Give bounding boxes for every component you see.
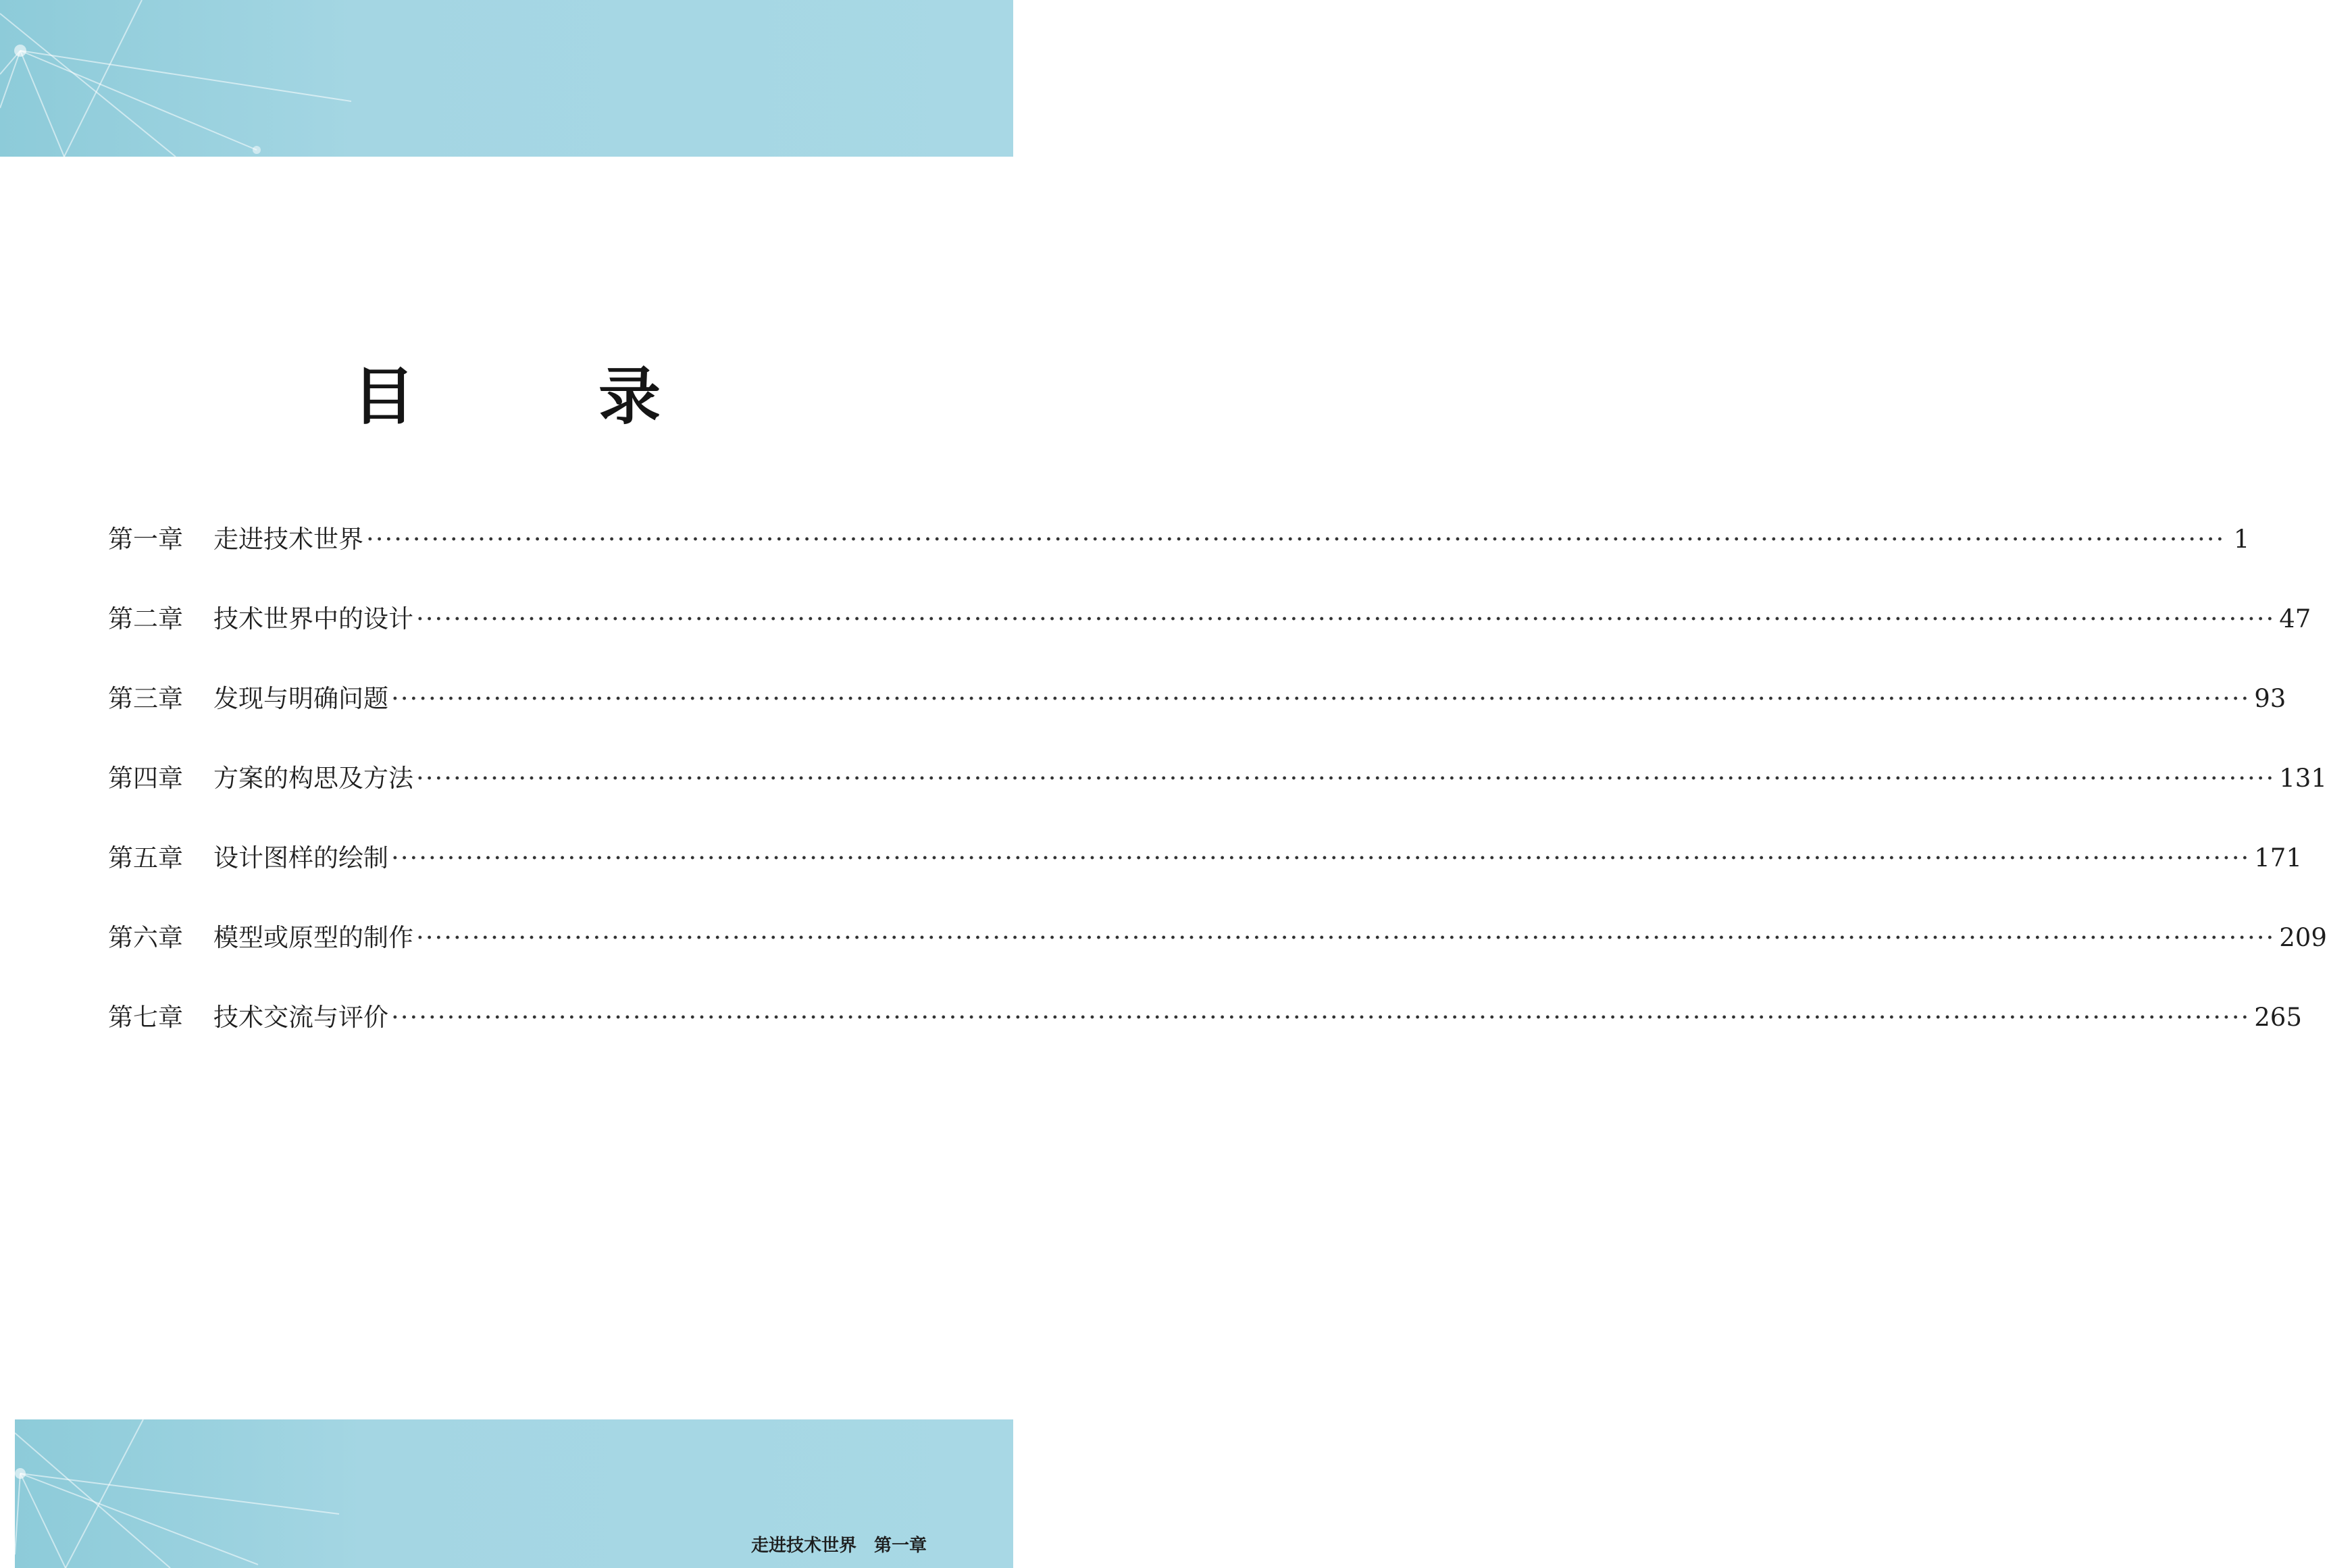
page-number: 93 [2254, 684, 2286, 713]
chapter-title: 发现与明确问题 [213, 684, 388, 713]
header-decorative-band [0, 0, 1013, 157]
toc-entry[interactable] [108, 515, 2250, 594]
chapter-title: 方案的构思及方法 [213, 764, 413, 793]
dot-leader: ········································································································································································································ [391, 843, 2251, 872]
toc-entry[interactable] [108, 674, 2286, 754]
chapter-number: 第五章 [108, 843, 183, 872]
page-number: 171 [2254, 843, 2302, 872]
dot-leader: ········································································································································································································ [416, 604, 2276, 633]
page-number: 1 [2233, 525, 2250, 554]
page-number: 265 [2254, 1003, 2302, 1032]
toc-entry[interactable] [108, 993, 2302, 1072]
chapter-number: 第四章 [108, 764, 183, 793]
chapter-number: 第三章 [108, 684, 183, 713]
chapter-title: 技术交流与评价 [213, 1003, 388, 1032]
chapter-title: 模型或原型的制作 [213, 923, 413, 952]
dot-leader: ········································································································································································································ [416, 764, 2276, 793]
dot-leader: ········································································································································································································ [366, 525, 2226, 554]
chapter-title: 技术世界中的设计 [213, 604, 413, 633]
running-head-book-title: 走进技术世界 [750, 1536, 856, 1556]
chapter-number: 第七章 [108, 1003, 183, 1032]
dot-leader: ········································································································································································································ [391, 1003, 2251, 1032]
network-lines-graphic [0, 0, 1013, 157]
page-title: 目 录 [352, 359, 742, 433]
chapter-number: 第二章 [108, 604, 183, 633]
table-of-contents [108, 515, 2327, 1072]
toc-entry[interactable] [108, 594, 2311, 674]
page-number: 209 [2279, 923, 2327, 952]
chapter-number: 第六章 [108, 923, 183, 952]
toc-entry[interactable] [108, 913, 2327, 993]
page-number: 131 [2279, 764, 2327, 793]
chapter-title: 设计图样的绘制 [213, 843, 388, 872]
dot-leader: ········································································································································································································ [416, 923, 2276, 952]
page-number: 47 [2279, 604, 2311, 633]
running-head [751, 1532, 927, 1557]
chapter-title: 走进技术世界 [213, 525, 363, 554]
toc-entry[interactable] [108, 754, 2327, 833]
chapter-number: 第一章 [108, 525, 183, 554]
running-head-chapter: 第一章 [873, 1536, 927, 1556]
toc-entry[interactable] [108, 833, 2302, 913]
dot-leader: ········································································································································································································ [391, 684, 2251, 713]
